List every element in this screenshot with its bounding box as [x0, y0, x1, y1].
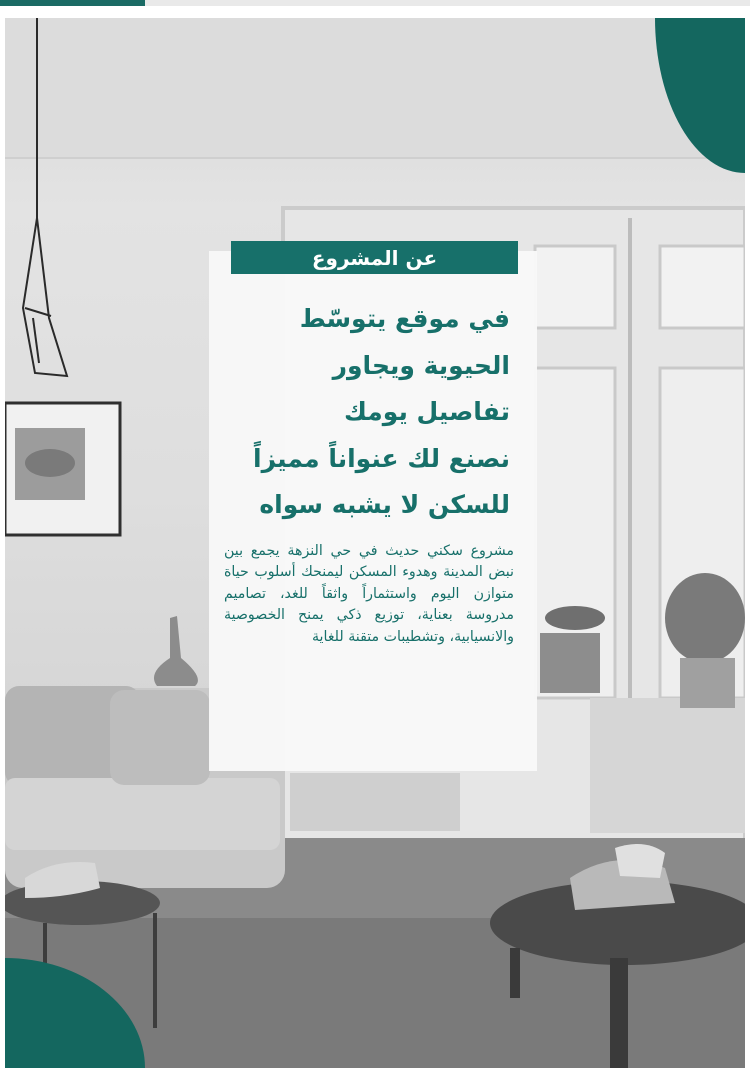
top-strip	[0, 0, 750, 6]
section-header: عن المشروع	[231, 241, 518, 274]
headline	[225, 296, 510, 529]
headline-line: تفاصيل يومك	[344, 397, 510, 426]
project-description: مشروع سكني حديث في حي النزهة يجمع بين نبض المدينة وهدوء المسكن ليمنحك أسلوب حياة متوازن اليوم واستثماراً واثقاً للغد، تصاميم مدروسة بعناية، توزيع ذكي يمنح الخصوصية والانسيابية، وتشطيبات متقنة للغاية	[224, 543, 514, 645]
headline-line: نصنع لك عنواناً مميزاً	[253, 443, 510, 473]
top-strip-accent	[0, 0, 145, 6]
headline-line: للسكن لا يشبه سواه	[259, 490, 510, 519]
headline-line: في موقع يتوسّط	[299, 304, 510, 333]
vase	[154, 616, 198, 686]
framed-picture	[5, 403, 120, 535]
headline-line: الحيوية ويجاور	[332, 350, 510, 380]
